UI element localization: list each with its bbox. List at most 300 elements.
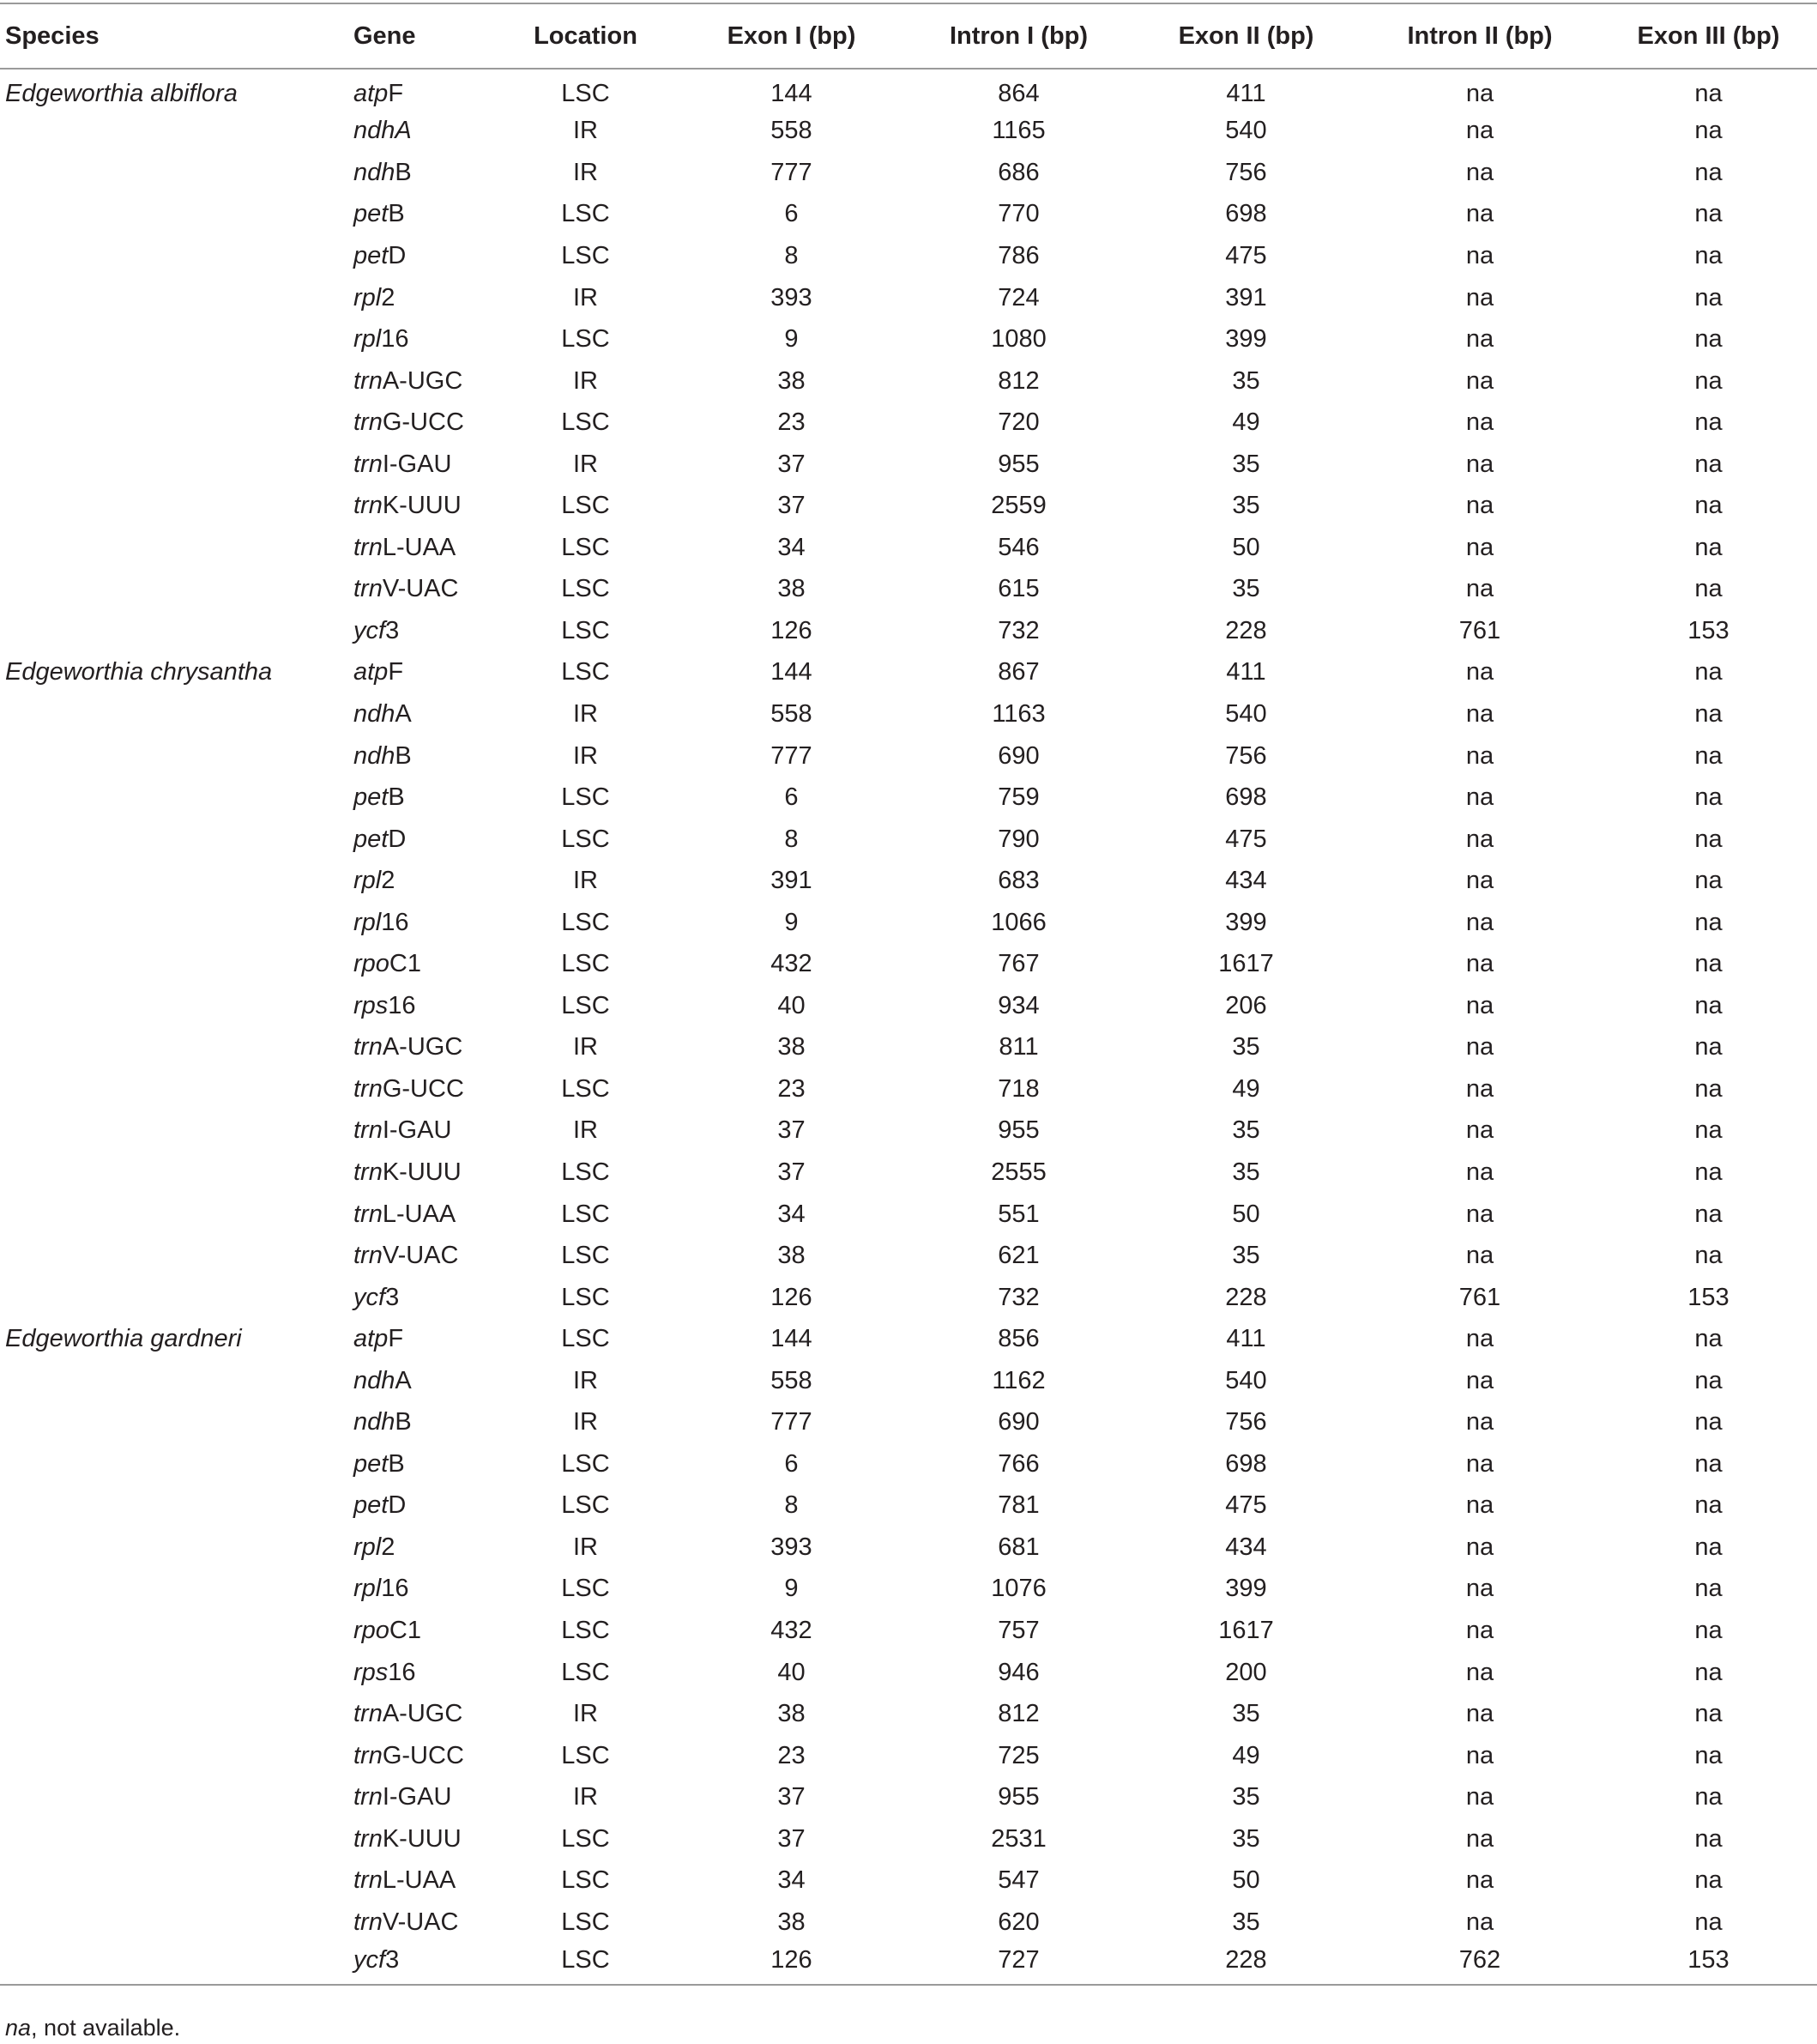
intron-2-cell: na [1465,1158,1494,1186]
gene-name-italic: trn [353,1741,383,1769]
gene-cell [353,943,493,985]
location-cell: LSC [561,1908,610,1936]
intron-2-cell: na [1465,1783,1494,1811]
exon-3-cell: na [1694,741,1723,770]
location-cell: LSC [561,1866,610,1895]
intron-2-cell: na [1465,117,1494,145]
location-cell: IR [573,1700,598,1728]
intron-2-cell: na [1465,408,1494,437]
gene-name-suffix: 16 [381,908,409,936]
exon-1-cell: 432 [770,1617,812,1644]
exon-3-cell: na [1694,658,1723,686]
intron-1-cell: 770 [998,200,1040,228]
gene-structure-table [0,3,1817,1986]
exon-3-cell: na [1694,117,1723,145]
location-cell: LSC [561,408,610,437]
species-cell [0,1735,353,1777]
location-cell: IR [573,867,598,895]
gene-name-suffix: C1 [389,950,421,978]
table-row [0,111,1817,153]
table-row [0,943,1817,985]
intron-1-cell: 812 [998,1700,1040,1728]
exon-2-cell: 411 [1226,658,1266,686]
location-cell: LSC [561,783,610,812]
table-row [0,1443,1817,1485]
intron-1-cell: 690 [998,741,1040,770]
exon-2-cell: 35 [1232,450,1260,478]
location-cell: IR [573,283,598,311]
exon-1-cell: 6 [784,783,799,812]
location-cell: IR [573,1116,598,1145]
gene-name-suffix: B [395,741,412,770]
intron-1-cell: 767 [998,950,1040,978]
header-species: Species [0,3,353,69]
gene-cell [353,569,493,611]
species-cell [0,1360,353,1402]
table-row [0,610,1817,652]
gene-name-italic: rpl [353,325,382,354]
gene-cell [353,1235,493,1277]
location-cell: IR [573,117,598,145]
intron-1-cell: 681 [998,1533,1040,1561]
gene-name-italic: ndh [353,699,395,728]
location-cell: LSC [493,1944,678,1986]
intron-2-cell: na [1465,575,1494,603]
intron-2-cell: na [1465,1366,1494,1394]
gene-cell [353,777,493,819]
gene-name-italic: trn [353,1074,383,1103]
gene-name-suffix: 2 [381,867,395,895]
intron-1-cell: 812 [998,366,1040,395]
gene-name-suffix: G-UCC [382,408,464,437]
intron-2-cell: na [1465,200,1494,228]
exon-1-cell: 34 [777,533,806,561]
exon-3-cell: na [1694,1200,1723,1228]
intron-1-cell: 2559 [991,492,1047,520]
exon-3-cell: na [1694,492,1723,520]
species-cell [0,1152,353,1194]
exon-3-cell: na [1694,1533,1723,1561]
exon-2-cell: 35 [1232,1783,1260,1811]
location-cell: LSC [561,1824,610,1853]
gene-cell [353,1818,493,1860]
gene-name-italic: trn [353,1700,383,1728]
exon-1-cell: 126 [770,616,812,644]
exon-1-cell: 144 [770,658,812,686]
intron-2-cell: na [1465,1449,1494,1478]
gene-name-suffix: 16 [388,1658,416,1686]
species-name: Edgeworthia gardneri [5,1325,242,1353]
exon-2-cell: 1617 [1218,1617,1274,1644]
exon-2-cell: 228 [1132,1944,1360,1986]
intron-2-cell: na [1465,450,1494,478]
table-row [0,444,1817,486]
gene-name-suffix: A-UGC [382,1700,463,1728]
table-row [0,1318,1817,1360]
exon-2-cell: 35 [1232,1824,1260,1853]
intron-1-cell: 621 [998,1242,1040,1270]
intron-2-cell: na [1465,492,1494,520]
gene-name-suffix: D [388,241,407,269]
species-cell [0,1402,353,1444]
gene-name-italic: rpo [353,1617,389,1644]
exon-2-cell: 411 [1226,80,1266,108]
gene-name-italic: trn [353,1033,383,1061]
intron-2-cell: na [1465,1908,1494,1936]
species-cell [0,1944,353,1986]
table-row [0,1776,1817,1818]
intron-1-cell: 683 [998,867,1040,895]
exon-3-cell: na [1694,80,1723,108]
exon-2-cell: 228 [1225,616,1267,644]
intron-2-cell: na [1465,741,1494,770]
location-cell: LSC [561,1491,610,1520]
gene-name-italic: pet [353,1449,389,1478]
gene-name-italic: trn [353,1200,383,1228]
species-cell [0,111,353,153]
table-row [0,152,1817,194]
species-cell [0,1693,353,1735]
gene-name-suffix: 3 [385,616,400,644]
exon-3-cell: na [1694,158,1723,186]
intron-2-cell: na [1465,1866,1494,1895]
table-row [0,1652,1817,1694]
gene-cell [353,69,493,111]
gene-cell [353,1402,493,1444]
location-cell: IR [573,1533,598,1561]
intron-2-cell: na [1465,1033,1494,1061]
gene-name-italic: ndh [353,158,395,186]
species-cell [0,1902,353,1944]
species-cell [0,1485,353,1527]
exon-1-cell: 34 [777,1200,806,1228]
table-row [0,1527,1817,1569]
intron-2-cell: na [1465,1658,1494,1686]
exon-3-cell: na [1694,783,1723,812]
intron-1-cell: 759 [998,783,1040,812]
location-cell: LSC [561,1449,610,1478]
intron-1-cell: 2531 [991,1824,1047,1853]
gene-cell [353,1318,493,1360]
intron-1-cell: 547 [998,1866,1040,1895]
location-cell: LSC [561,1242,610,1270]
intron-2-cell: na [1465,825,1494,853]
gene-name-italic: atp [353,658,389,686]
exon-2-cell: 35 [1232,1158,1260,1186]
gene-name-italic: rpl [353,1575,382,1603]
table-row [0,527,1817,569]
exon-1-cell: 126 [678,1944,905,1986]
table-row [0,277,1817,319]
intron-1-cell: 2555 [991,1158,1047,1186]
exon-2-cell: 50 [1232,533,1260,561]
gene-name-suffix: B [395,158,412,186]
table-row [0,1110,1817,1152]
gene-cell [353,1652,493,1694]
species-cell [0,610,353,652]
footnote-text: , not available. [31,2015,181,2041]
location-cell: LSC [561,492,610,520]
exon-3-cell: na [1694,575,1723,603]
exon-1-cell: 393 [770,1533,812,1561]
exon-2-cell: 35 [1232,1033,1260,1061]
table-row [0,985,1817,1027]
gene-name-italic: ycf [353,1945,386,1974]
exon-2-cell: 35 [1232,1700,1260,1728]
intron-1-cell: 1080 [991,325,1047,354]
gene-cell [353,318,493,360]
table-row [0,1860,1817,1902]
species-cell [0,527,353,569]
gene-name-suffix: V-UAC [382,1908,459,1936]
intron-1-cell: 811 [999,1033,1039,1061]
header-row [0,3,1817,69]
species-name: Edgeworthia chrysantha [5,658,273,686]
gene-cell [353,111,493,153]
exon-2-cell: 540 [1225,117,1267,145]
gene-name-italic: trn [353,408,383,437]
intron-1-cell: 867 [998,658,1040,686]
gene-cell [353,860,493,902]
intron-2-cell: na [1465,533,1494,561]
exon-1-cell: 8 [784,1491,799,1520]
species-cell [0,819,353,861]
gene-name-suffix: D [388,825,407,853]
exon-2-cell: 475 [1225,241,1267,269]
exon-1-cell: 37 [777,1824,806,1853]
intron-1-cell: 1066 [991,908,1047,936]
table-row [0,1277,1817,1319]
exon-3-cell: na [1694,1116,1723,1145]
intron-2-cell: na [1465,1408,1494,1436]
exon-2-cell: 35 [1232,1116,1260,1145]
gene-cell [353,819,493,861]
intron-1-cell: 732 [998,616,1040,644]
intron-2-cell: na [1465,1741,1494,1769]
location-cell: LSC [561,1617,610,1644]
species-cell [0,1027,353,1069]
gene-name-suffix: 16 [381,325,409,354]
gene-name-suffix: F [388,80,404,108]
exon-1-cell: 558 [770,117,812,145]
exon-3-cell: na [1694,1741,1723,1769]
table-row [0,402,1817,444]
table-row [0,1485,1817,1527]
intron-1-cell: 955 [998,1116,1040,1145]
intron-1-cell: 732 [998,1283,1040,1311]
intron-2-cell: na [1465,1242,1494,1270]
gene-name-suffix: 3 [385,1945,400,1974]
intron-2-cell: na [1465,1325,1494,1353]
gene-name-suffix: I-GAU [382,1783,452,1811]
species-cell [0,318,353,360]
species-cell [0,985,353,1027]
gene-name-suffix: G-UCC [382,1741,464,1769]
gene-cell [353,1443,493,1485]
exon-3-cell: na [1694,450,1723,478]
intron-2-cell: na [1465,783,1494,812]
gene-cell [353,1860,493,1902]
exon-2-cell: 35 [1232,366,1260,395]
exon-1-cell: 23 [777,408,806,437]
gene-name-italic: trn [353,1158,383,1186]
gene-name-italic: atp [353,1325,389,1353]
table-row [0,693,1817,735]
header-location: Location [493,3,678,69]
gene-name-italic: trn [353,366,383,395]
exon-1-cell: 37 [777,492,806,520]
table-row [0,194,1817,236]
species-cell [0,69,353,111]
gene-name-italic: trn [353,1908,383,1936]
gene-name-italic: pet [353,200,389,228]
gene-name-suffix: I-GAU [382,1116,452,1145]
gene-cell [353,693,493,735]
gene-cell [353,485,493,527]
exon-1-cell: 558 [770,699,812,728]
intron-2-cell: na [1465,283,1494,311]
exon-2-cell: 49 [1232,1741,1260,1769]
gene-cell [353,1902,493,1944]
intron-1-cell: 551 [998,1200,1040,1228]
gene-cell [353,1152,493,1194]
exon-3-cell: 153 [1687,616,1729,644]
exon-1-cell: 38 [777,1242,806,1270]
exon-2-cell: 35 [1232,1242,1260,1270]
exon-3-cell: na [1694,408,1723,437]
exon-3-cell: na [1694,1449,1723,1478]
species-cell [0,444,353,486]
exon-1-cell: 777 [770,158,812,186]
exon-2-cell: 35 [1232,492,1260,520]
intron-1-cell: 946 [998,1658,1040,1686]
exon-3-cell: na [1694,1242,1723,1270]
location-cell: LSC [561,991,610,1019]
species-cell [0,1569,353,1611]
exon-1-cell: 38 [777,1700,806,1728]
table-row [0,235,1817,277]
footnote-abbreviation: na [5,2015,32,2041]
intron-1-cell: 786 [998,241,1040,269]
gene-name-suffix: D [388,1491,407,1520]
species-cell [0,402,353,444]
intron-1-cell: 864 [998,80,1040,108]
species-cell [0,1235,353,1277]
table-row [0,735,1817,777]
gene-cell [353,1068,493,1110]
exon-2-cell: 434 [1225,867,1267,895]
location-cell: LSC [561,1575,610,1603]
exon-2-cell: 475 [1225,825,1267,853]
intron-1-cell: 757 [998,1617,1040,1644]
table-row [0,902,1817,944]
gene-cell [353,902,493,944]
species-cell [0,235,353,277]
exon-3-cell: na [1694,1824,1723,1853]
exon-2-cell: 35 [1232,1908,1260,1936]
exon-1-cell: 144 [770,1325,812,1353]
exon-3-cell: na [1694,200,1723,228]
table-row [0,360,1817,402]
gene-name-italic: rpl [353,908,382,936]
species-cell [0,194,353,236]
gene-name-italic: rps [353,1658,389,1686]
intron-2-cell: na [1465,1824,1494,1853]
gene-name-italic: ndh [353,1366,395,1394]
intron-1-cell: 766 [998,1449,1040,1478]
exon-2-cell: 399 [1225,908,1267,936]
exon-1-cell: 38 [777,366,806,395]
exon-3-cell: na [1694,867,1723,895]
gene-name-suffix: 3 [385,1283,400,1311]
table-header [0,3,1817,69]
intron-2-cell: 761 [1458,616,1501,644]
species-cell [0,277,353,319]
intron-2-cell: na [1465,699,1494,728]
gene-name-italic: ycf [353,616,386,644]
exon-3-cell: 153 [1687,1283,1729,1311]
species-cell [0,1776,353,1818]
location-cell: LSC [561,1283,610,1311]
gene-name-italic: trn [353,1824,383,1853]
exon-1-cell: 777 [770,1408,812,1436]
species-cell [0,1443,353,1485]
intron-2-cell: na [1465,1617,1494,1644]
gene-name-suffix: 16 [388,991,416,1019]
intron-2-cell: na [1465,80,1494,108]
gene-name-suffix: V-UAC [382,575,459,603]
gene-cell [353,985,493,1027]
intron-2-cell: na [1465,1533,1494,1561]
exon-2-cell: 1617 [1218,950,1274,978]
exon-2-cell: 698 [1225,1449,1267,1478]
gene-name-italic: rpl [353,283,382,311]
table-row [0,1068,1817,1110]
exon-2-cell: 540 [1225,699,1267,728]
gene-name-suffix: L-UAA [382,1200,456,1228]
exon-3-cell: na [1694,1908,1723,1936]
exon-3-cell: na [1694,1325,1723,1353]
gene-name-italic: trn [353,450,383,478]
gene-name-italic: pet [353,825,389,853]
intron-1-cell: 727 [905,1944,1132,1986]
gene-cell [353,1569,493,1611]
exon-2-cell: 399 [1225,325,1267,354]
table-footnote [5,2015,180,2041]
intron-1-cell: 725 [998,1741,1040,1769]
gene-name-suffix: G-UCC [382,1074,464,1103]
location-cell: LSC [561,658,610,686]
header-intron-2: Intron II (bp) [1360,3,1600,69]
location-cell: LSC [561,200,610,228]
exon-3-cell: 153 [1600,1944,1817,1986]
exon-3-cell: na [1694,1783,1723,1811]
intron-2-cell: na [1465,1116,1494,1145]
table-row [0,860,1817,902]
exon-1-cell: 8 [784,241,799,269]
gene-name-italic: pet [353,241,389,269]
exon-2-cell: 475 [1225,1491,1267,1520]
table-row [0,1693,1817,1735]
exon-1-cell: 9 [784,325,799,354]
location-cell: LSC [561,80,610,108]
gene-cell [353,1610,493,1652]
exon-3-cell: na [1694,991,1723,1019]
location-cell: IR [573,1366,598,1394]
exon-3-cell: na [1694,1033,1723,1061]
gene-name-suffix: L-UAA [382,533,456,561]
gene-cell [353,194,493,236]
